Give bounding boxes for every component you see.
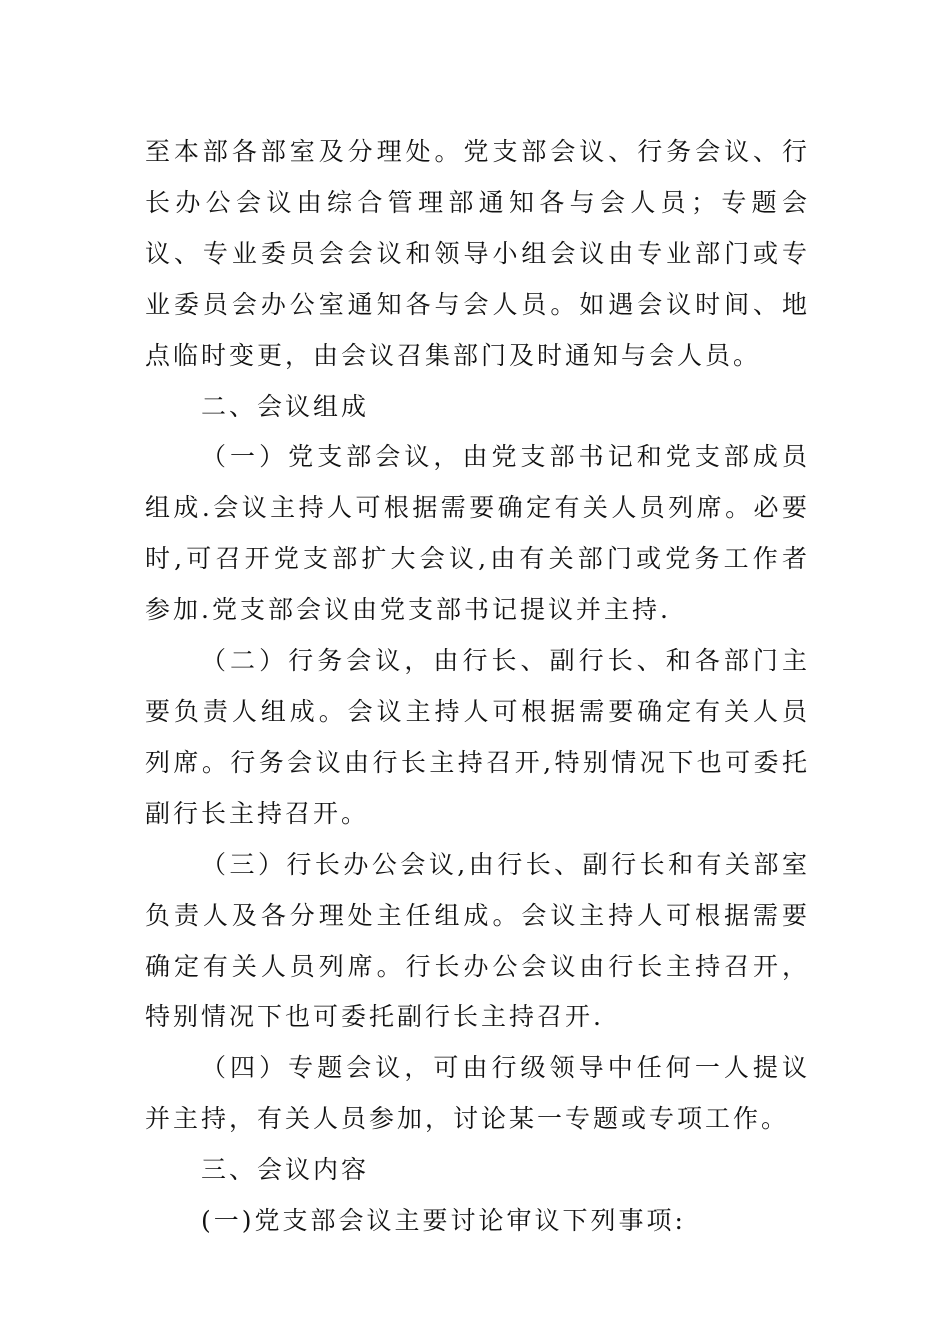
paragraph-president-office-meeting: （三）行长办公会议,由行长、副行长和有关部室负责人及各分理处主任组成。会议主持人可根据需要确定有关人员列席。行长办公会议由行长主持召开，特别情况下也可委托副行长主持召开. <box>145 849 810 1032</box>
paragraph-party-branch-agenda: (一)党支部会议主要讨论审议下列事项: <box>201 1206 686 1236</box>
paragraph-party-branch-meeting: （一）党支部会议，由党支部书记和党支部成员组成.会议主持人可根据需要确定有关人员列席。必要时,可召开党支部扩大会议,由有关部门或党务工作者参加.党支部会议由党支部书记提议并主持. <box>145 442 810 625</box>
document-body <box>145 127 810 1247</box>
paragraph-meeting-notice-continuation: 至本部各部室及分理处。党支部会议、行务会议、行长办公会议由综合管理部通知各与会人员；专题会议、专业委员会会议和领导小组会议由专业部门或专业委员会办公室通知各与会人员。如遇会议时间、地点临时变更，由会议召集部门及时通知与会人员。 <box>145 137 810 370</box>
section-heading-meeting-composition: 二、会议组成 <box>201 391 370 421</box>
section-heading-meeting-content: 三、会议内容 <box>201 1155 370 1185</box>
paragraph-special-topic-meeting: （四）专题会议，可由行级领导中任何一人提议并主持，有关人员参加，讨论某一专题或专项工作。 <box>145 1053 810 1134</box>
paragraph-bank-affairs-meeting: （二）行务会议，由行长、副行长、和各部门主要负责人组成。会议主持人可根据需要确定有关人员列席。行务会议由行长主持召开,特别情况下也可委托副行长主持召开。 <box>145 646 810 828</box>
